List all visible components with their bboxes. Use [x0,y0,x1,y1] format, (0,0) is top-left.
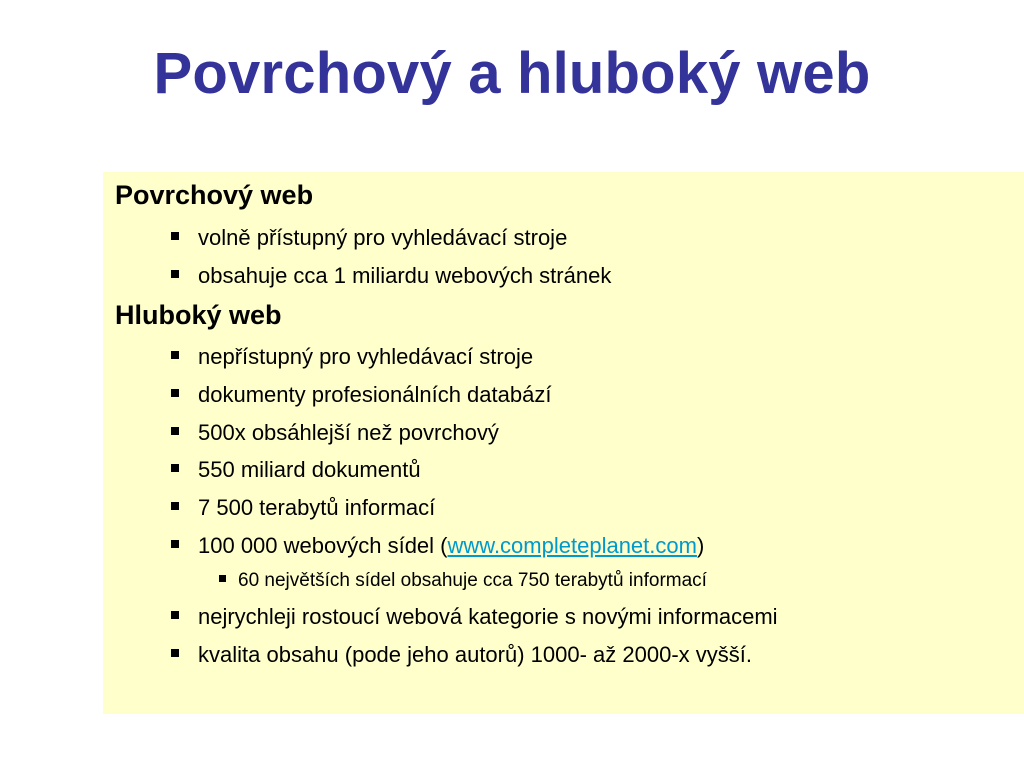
square-bullet-icon [171,270,179,278]
section-heading-deep-web: Hluboký web [115,300,282,330]
square-bullet-icon [171,427,179,435]
square-bullet-icon [171,540,179,548]
list-item: kvalita obsahu (pode jeho autorů) 1000- až 2000-x vyšší. [171,642,752,668]
sub-list-item: 60 největších sídel obsahuje cca 750 terabytů informací [219,570,707,592]
list-item: obsahuje cca 1 miliardu webových stránek [171,263,611,289]
list-item-with-link: 100 000 webových sídel (www.completeplanet.com) [171,533,704,559]
list-item: nejrychleji rostoucí webová kategorie s novými informacemi [171,604,778,630]
list-item: 500x obsáhlejší než povrchový [171,420,499,446]
square-bullet-icon [171,649,179,657]
square-bullet-icon [219,575,226,582]
square-bullet-icon [171,502,179,510]
content-box [103,172,1024,714]
list-item: dokumenty profesionálních databází [171,382,551,408]
list-item: nepřístupný pro vyhledávací stroje [171,344,533,370]
list-item: volně přístupný pro vyhledávací stroje [171,225,567,251]
list-item: 7 500 terabytů informací [171,495,435,521]
square-bullet-icon [171,351,179,359]
section-heading-surface-web: Povrchový web [115,180,314,210]
square-bullet-icon [171,464,179,472]
square-bullet-icon [171,611,179,619]
list-item: 550 miliard dokumentů [171,457,421,483]
square-bullet-icon [171,389,179,397]
slide-title: Povrchový a hluboký web [153,41,871,106]
square-bullet-icon [171,232,179,240]
completeplanet-link[interactable]: www.completeplanet.com [447,533,697,558]
